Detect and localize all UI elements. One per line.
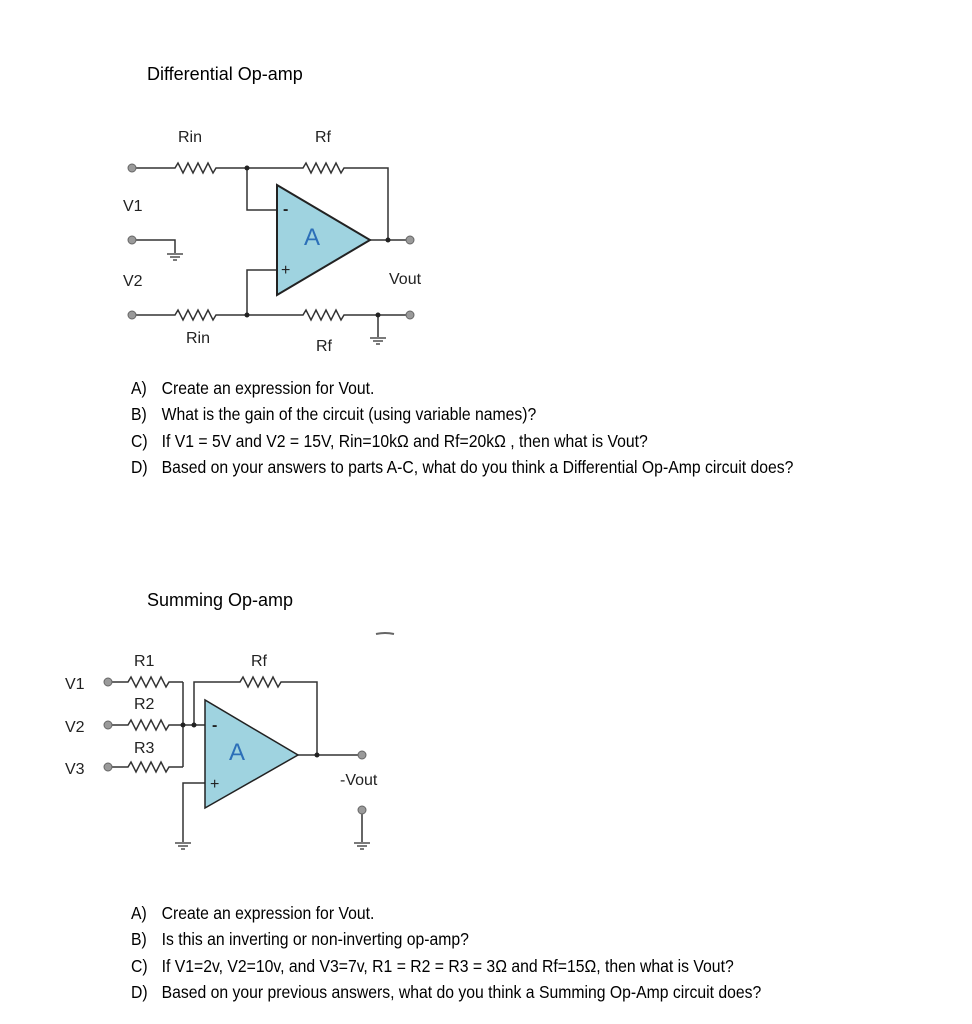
label-v2: V2	[65, 719, 85, 736]
question-letter: A)	[131, 378, 147, 398]
ground-icon	[354, 843, 370, 849]
minus-sign: -	[212, 717, 218, 734]
differential-title: Differential Op-amp	[147, 64, 303, 84]
question-b	[131, 929, 469, 950]
vout-terminal	[358, 751, 366, 759]
v2-terminal	[128, 311, 136, 319]
label-rin-top: Rin	[178, 129, 203, 146]
r1-wire	[108, 677, 183, 687]
question-text: Is this an inverting or non-inverting op-amp?	[161, 929, 469, 949]
v1-terminal	[128, 164, 136, 172]
ground-icon	[370, 338, 386, 344]
r3-wire	[108, 762, 183, 772]
question-text: Based on your previous answers, what do you think a Summing Op-Amp circuit does?	[161, 982, 762, 1002]
minus-sign: -	[283, 201, 289, 218]
vout-ref-terminal	[406, 311, 414, 319]
v1-terminal	[104, 678, 112, 686]
ground-icon	[167, 254, 183, 260]
summing-title: Summing Op-amp	[147, 590, 294, 610]
question-text: If V1=2v, V2=10v, and V3=7v, R1 = R2 = R3 = 3Ω and Rf=15Ω, then what is Vout?	[161, 956, 734, 976]
label-v2: V2	[123, 273, 143, 290]
minus-input-wire	[247, 168, 277, 210]
label-r2: R2	[134, 696, 155, 713]
label-v1: V1	[65, 676, 85, 693]
question-letter: D)	[131, 457, 148, 477]
label-r1: R1	[134, 653, 155, 670]
label-amp: A	[304, 224, 321, 251]
question-letter: D)	[131, 982, 148, 1002]
plus-sign: +	[281, 262, 291, 279]
ground-wire	[132, 240, 175, 253]
question-c	[131, 956, 734, 977]
question-letter: C)	[131, 431, 148, 451]
label-rin-bottom: Rin	[186, 330, 211, 347]
question-d	[131, 982, 761, 1003]
label-vout: -Vout	[340, 772, 378, 789]
question-text: What is the gain of the circuit (using variable names)?	[161, 404, 537, 424]
label-v1: V1	[123, 198, 143, 215]
question-d	[131, 457, 793, 478]
r2-wire	[108, 720, 205, 730]
question-a	[131, 378, 374, 399]
differential-op-amp-circuit	[128, 163, 414, 344]
question-text: If V1 = 5V and V2 = 15V, Rin=10kΩ and Rf=20kΩ , then what is Vout?	[161, 431, 648, 451]
stray-mark	[376, 633, 394, 634]
question-c	[131, 431, 648, 452]
question-text: Create an expression for Vout.	[161, 903, 375, 923]
vout-terminal	[406, 236, 414, 244]
question-a	[131, 903, 374, 924]
op-amp-triangle	[277, 185, 370, 295]
label-r3: R3	[134, 740, 155, 757]
question-letter: C)	[131, 956, 148, 976]
question-b	[131, 404, 536, 425]
label-rf: Rf	[251, 653, 267, 670]
question-letter: A)	[131, 903, 147, 923]
label-v3: V3	[65, 761, 85, 778]
plus-sign: +	[210, 776, 220, 793]
vout-ref-terminal	[358, 806, 366, 814]
label-rf-bottom: Rf	[316, 338, 332, 355]
ground-icon	[175, 843, 191, 849]
plus-ground-wire	[183, 783, 205, 842]
question-text: Based on your answers to parts A-C, what do you think a Differential Op-Amp circuit does?	[161, 457, 794, 477]
bottom-wire-rin-rf	[132, 310, 410, 320]
label-amp: A	[229, 739, 246, 766]
v3-terminal	[104, 763, 112, 771]
label-rf-top: Rf	[315, 129, 331, 146]
plus-input-wire	[247, 270, 277, 315]
question-letter: B)	[131, 404, 147, 424]
question-letter: B)	[131, 929, 147, 949]
label-vout: Vout	[389, 271, 422, 288]
ground-terminal	[128, 236, 136, 244]
v2-terminal	[104, 721, 112, 729]
question-text: Create an expression for Vout.	[161, 378, 375, 398]
